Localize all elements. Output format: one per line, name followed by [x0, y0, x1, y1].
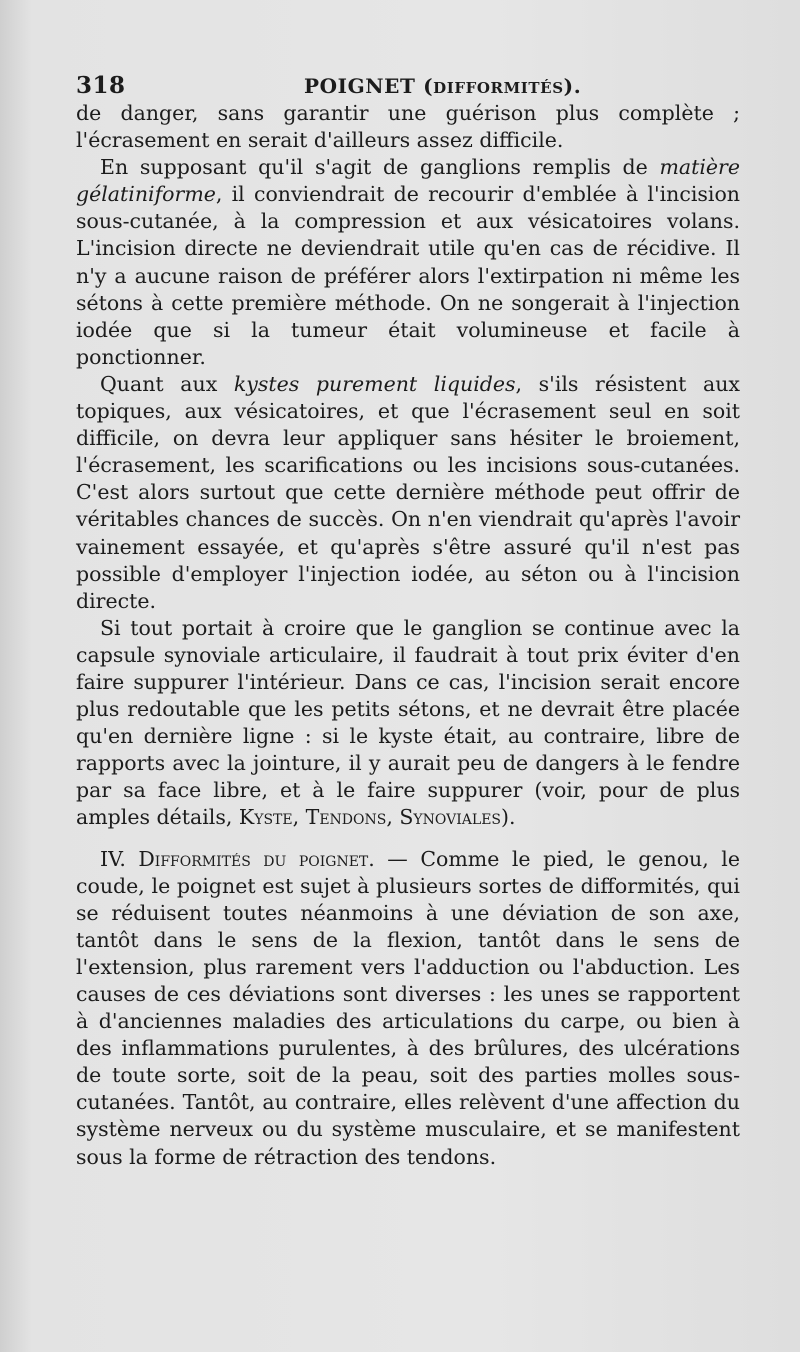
cross-ref-tendons: Tendons: [305, 805, 387, 830]
section-heading: IV. Difformités du poignet.: [100, 846, 375, 871]
paragraph-4-text-b: ).: [501, 805, 516, 830]
paragraph-3: [76, 371, 740, 615]
running-head-sub: DIFFORMITÉS: [433, 79, 564, 97]
page-header: [76, 66, 740, 102]
paragraph-3-text-a: Quant aux: [100, 371, 234, 396]
paragraph-4-text-a: Si tout portait à croire que le ganglion se continue avec la capsule synoviale articulaire, il faudrait à tout prix éviter d'en faire suppurer l'intérieur. Dans ce cas, l'incision serait encore plus redoutable que les petits sétons, et ne devrait être placée qu'en dernière ligne : si le kyste était, au contraire, libre de rapports avec la jointure, il y aurait peu de dangers à le fendre par sa face libre, et à le faire suppurer (voir, pour de plus amples détails,: [76, 615, 740, 830]
paragraph-5-text: — Comme le pied, le genou, le coude, le poignet est sujet à plusieurs sortes de difformités, qui se réduisent toutes néanmoins à une déviation de son axe, tantôt dans le sens de la flexion, tantôt dans le sens de l'extension, plus rarement vers l'adduction ou l'abduction. Les causes de ces déviations sont diverses : les unes se rapportent à d'anciennes maladies des articulations du carpe, ou bien à des inflammations purulentes, à des brûlures, des ulcérations de toute sorte, soit de la peau, soit des parties molles sous-cutanées. Tantôt, au contraire, elles relèvent d'une affection du système nerveux ou du système musculaire, et se manifestent sous la forme de rétraction des tendons.: [76, 846, 740, 1169]
paragraph-4: [76, 615, 740, 832]
paragraph-1: [76, 100, 740, 154]
running-head-end: ).: [563, 74, 582, 98]
cross-ref-sep-1: ,: [292, 805, 306, 830]
paragraph-2-italic: matière gélatiniforme: [76, 155, 740, 207]
paragraph-5: [76, 846, 740, 1171]
paragraph-2-text-b: , il conviendrait de recourir d'emblée à l'incision sous-cutanée, à la compression et aux vésicatoires volans. L'incision directe ne deviendrait utile qu'en cas de récidive. Il n'y a aucune raison de préférer alors l'extirpation ni même les sétons à cette première méthode. On ne songerait à l'injection iodée que si la tumeur était volumineuse et facile à ponctionner.: [76, 182, 740, 369]
paragraph-3-text-b: , s'ils résistent aux topiques, aux vésicatoires, et que l'écrasement seul en soit difficile, on devra leur appliquer sans hésiter le broiement, l'écrasement, les scarifications ou les incisions sous-cutanées. C'est alors surtout que cette dernière méthode peut offrir de véritables chances de succès. On n'en viendrait qu'après l'avoir vainement essayée, et qu'après s'être assuré qu'il n'est pas possible d'employer l'injection iodée, au séton ou à l'incision directe.: [76, 371, 740, 613]
paragraph-2-text-a: En supposant qu'il s'agit de ganglions remplis de: [100, 155, 660, 180]
cross-ref-kyste: Kyste: [238, 805, 293, 830]
running-head-main: POIGNET (: [304, 74, 434, 98]
cross-ref-synoviales: Synoviales: [399, 805, 502, 830]
body-text: [76, 100, 740, 1171]
running-head: [304, 74, 581, 98]
cross-ref-sep-2: ,: [386, 805, 400, 830]
paragraph-2: [76, 154, 740, 371]
paragraph-3-italic: kystes purement liquides: [233, 371, 516, 396]
page-number: 318: [76, 72, 126, 99]
paragraph-1-text: de danger, sans garantir une guérison plus complète ; l'écrasement en serait d'ailleurs assez difficile.: [76, 101, 740, 153]
